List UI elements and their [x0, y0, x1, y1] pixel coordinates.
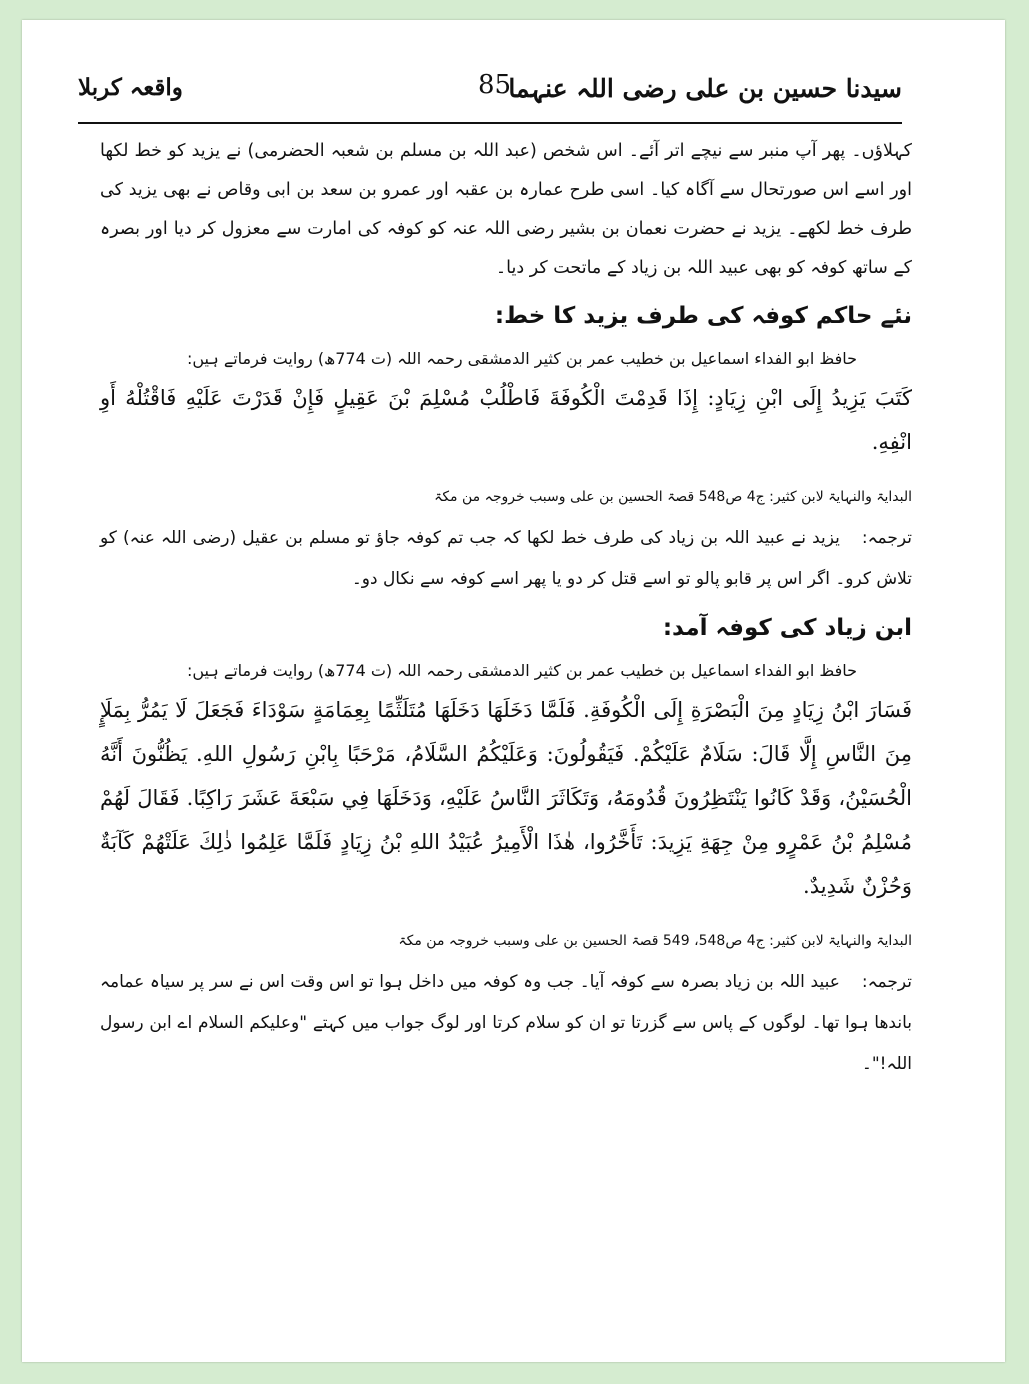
section-heading-letter: نئے حاکم کوفہ کی طرف یزید کا خط: [494, 303, 912, 329]
header-chapter-title: واقعہ کربلا [78, 74, 183, 101]
page-number: 85 [478, 70, 512, 100]
narrator-line: حافظ ابو الفداء اسماعیل بن خطیب عمر بن کثیر الدمشقی رحمہ اللہ (ت 774ھ) روایت فرماتے ہیں: [186, 661, 857, 680]
header-book-title: سیدنا حسین بن علی رضی اللہ عنہما [508, 74, 902, 103]
translation-paragraph [100, 518, 912, 600]
translation-label: ترجمہ: [861, 528, 912, 548]
translation-paragraph [100, 962, 912, 1085]
translation-label: ترجمہ: [861, 972, 912, 992]
page-body [100, 132, 912, 1085]
narrator-line: حافظ ابو الفداء اسماعیل بن خطیب عمر بن کثیر الدمشقی رحمہ اللہ (ت 774ھ) روایت فرماتے ہیں: [186, 349, 857, 368]
translation-text: یزید نے عبید اللہ بن زیاد کی طرف خط لکھا کہ جب تم کوفہ جاؤ تو مسلم بن عقیل (رضی اللہ عنہ) کو تلاش کرو۔ اگر اس پر قابو پالو تو اسے قتل کر دو یا پھر اسے کوفہ سے نکال دو۔ [100, 528, 912, 589]
intro-paragraph: کہلاؤں۔ پھر آپ منبر سے نیچے اتر آئے۔ اس شخص (عبد اللہ بن مسلم بن شعبہ الحضرمی) نے یزید کو خط لکھا اور اسے اس صورتحال سے آگاہ کیا۔ اسی طرح عمارہ بن عقبہ اور عمرو بن سعد بن ابی وقاص نے بھی یزید کی طرف خط لکھے۔ یزید نے حضرت نعمان بن بشیر رضی اللہ عنہ کو کوفہ کی امارت سے معزول کر دیا اور بصرہ کے ساتھ کوفہ کو بھی عبید اللہ بن زیاد کے ماتحت کر دیا۔ [100, 141, 912, 278]
reference-citation: البدایۃ والنہایۃ لابن کثیر: ج4 ص548 قصۃ الحسین بن علی وسبب خروجہ من مکۃ [434, 489, 912, 505]
arabic-text: كَتَبَ يَزِيدُ إِلَى ابْنِ زِيَادٍ: إِذَا قَدِمْتَ الْكُوفَةَ فَاطْلُبْ مُسْلِمَ بْنَ عَقِيلٍ فَإِنْ قَدَرْتَ عَلَيْهِ فَاقْتُلْهُ أَوِ انْفِهِ. [100, 386, 912, 454]
reference-citation: البدایۃ والنہایۃ لابن کثیر: ج4 ص548، 549 قصۃ الحسین بن علی وسبب خروجہ من مکۃ [398, 933, 912, 949]
translation-text: عبید اللہ بن زیاد بصرہ سے کوفہ آیا۔ جب وہ کوفہ میں داخل ہوا تو اس وقت اس نے سر پر سیاہ عمامہ باندھا ہوا تھا۔ لوگوں کے پاس سے گزرتا تو ان کو سلام کرتا اور لوگ جواب میں کہتے "وعلیکم السلام اے ابن رسول اللہ!"۔ [100, 972, 912, 1074]
running-header [78, 64, 902, 116]
arabic-text: فَسَارَ ابْنُ زِيَادٍ مِنَ الْبَصْرَةِ إِلَى الْكُوفَةِ. فَلَمَّا دَخَلَهَا دَخَلَهَا مُتَلَثِّمًا بِعِمَامَةٍ سَوْدَاءَ فَجَعَلَ لَا يَمُرُّ بِمَلَإٍ مِنَ النَّاسِ إِلَّا قَالَ: سَلَامٌ عَلَيْكُمْ. فَيَقُولُونَ: وَعَلَيْكُمُ السَّلَامُ، مَرْحَبًا بِابْنِ رَسُولِ اللهِ. يَظُنُّونَ أَنَّهُ الْحُسَيْنُ، وَقَدْ كَانُوا يَنْتَظِرُونَ قُدُومَهُ، وَتَكَاثَرَ النَّاسُ عَلَيْهِ، وَدَخَلَهَا فِي سَبْعَةَ عَشَرَ رَاكِبًا. فَقَالَ لَهُمْ مُسْلِمُ بْنُ عَمْرٍو مِنْ جِهَةِ يَزِيدَ: تَأَخَّرُوا، هٰذَا الْأَمِيرُ عُبَيْدُ اللهِ بْنُ زِيَادٍ فَلَمَّا عَلِمُوا ذٰلِكَ عَلَتْهُمْ كَآبَةٌ وَحُزْنٌ شَدِيدٌ. [100, 698, 912, 898]
header-rule [78, 122, 902, 124]
section-heading-arrival: ابن زیاد کی کوفہ آمد: [662, 615, 912, 641]
